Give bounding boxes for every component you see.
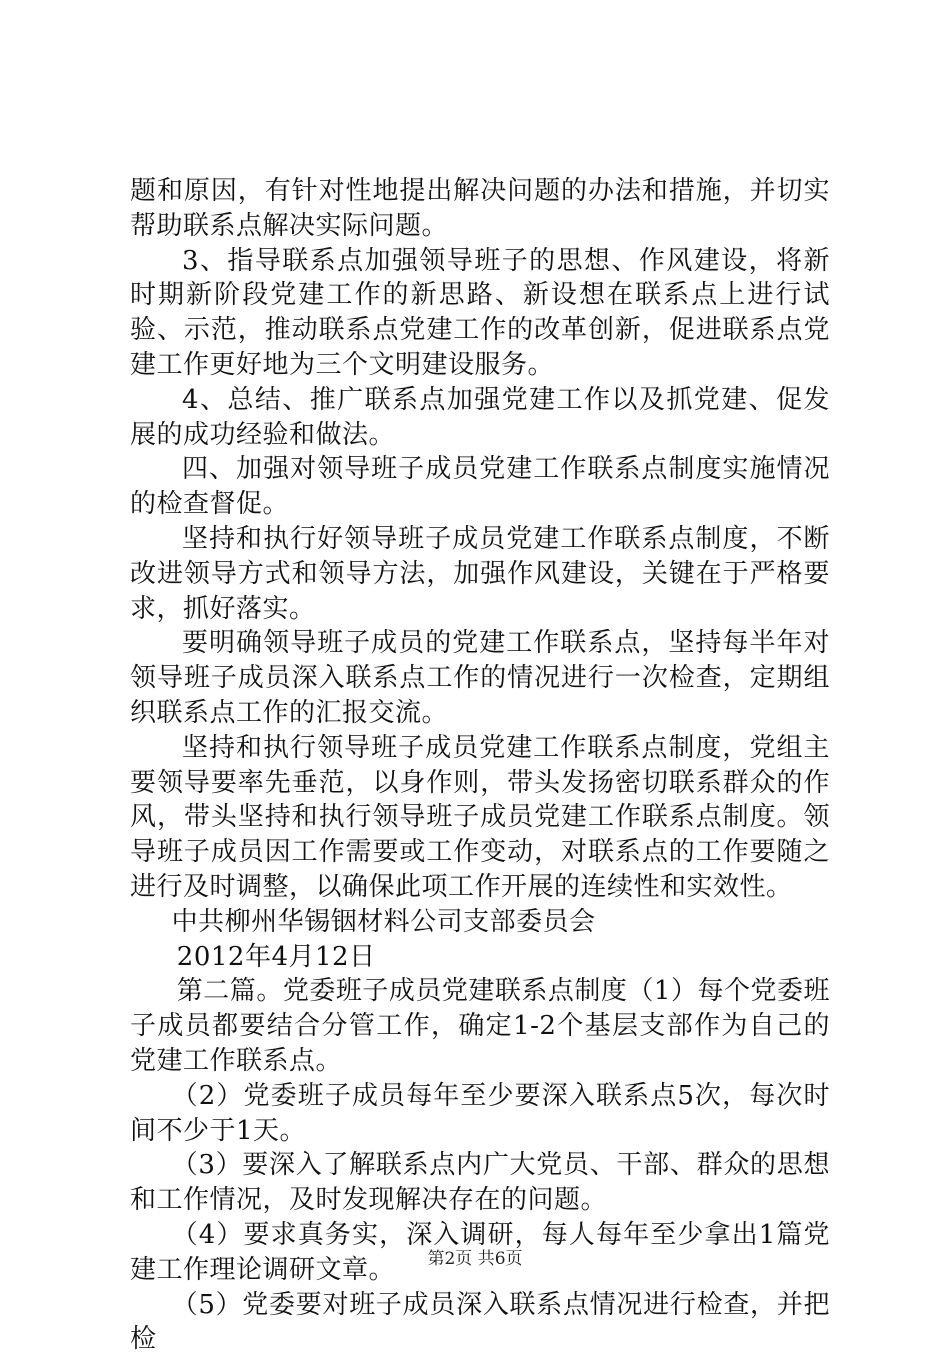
paragraph: 4、总结、推广联系点加强党建工作以及抓党建、促发展的成功经验和做法。 — [130, 383, 830, 453]
document-body — [130, 174, 830, 1357]
paragraph: 坚持和执行领导班子成员党建工作联系点制度，党组主要领导要率先垂范，以身作则，带头发扬密切联系群众的作风，带头坚持和执行领导班子成员党建工作联系点制度。领导班子成员因工作需要或工作变动，对联系点的工作要随之进行及时调整，以确保此项工作开展的连续性和实效性。 — [130, 731, 830, 905]
paragraph: （2）党委班子成员每年至少要深入联系点5次，每次时间不少于1天。 — [130, 1079, 830, 1149]
paragraph: （5）党委要对班子成员深入联系点情况进行检查，并把检 — [130, 1288, 830, 1357]
paragraph: 要明确领导班子成员的党建工作联系点，坚持每半年对领导班子成员深入联系点工作的情况进行一次检查，定期组织联系点工作的汇报交流。 — [130, 626, 830, 730]
paragraph: 3、指导联系点加强领导班子的思想、作风建设，将新时期新阶段党建工作的新思路、新设想在联系点上进行试验、示范，推动联系点党建工作的改革创新，促进联系点党建工作更好地为三个文明建设服务。 — [130, 244, 830, 383]
paragraph: 2012年4月12日 — [130, 940, 830, 975]
paragraph: 坚持和执行好领导班子成员党建工作联系点制度，不断改进领导方式和领导方法，加强作风建设，关键在于严格要求，抓好落实。 — [130, 522, 830, 626]
paragraph: （4）要求真务实，深入调研，每人每年至少拿出1篇党建工作理论调研文章。 — [130, 1218, 830, 1288]
paragraph: 中共柳州华锡铟材料公司支部委员会 — [130, 905, 830, 940]
paragraph: 题和原因，有针对性地提出解决问题的办法和措施，并切实帮助联系点解决实际问题。 — [130, 174, 830, 244]
page-footer: 第2页 共6页 — [0, 1244, 950, 1269]
paragraph: 四、加强对领导班子成员党建工作联系点制度实施情况的检查督促。 — [130, 452, 830, 522]
paragraph: 第二篇。党委班子成员党建联系点制度（1）每个党委班子成员都要结合分管工作，确定1-2个基层支部作为自己的党建工作联系点。 — [130, 974, 830, 1078]
paragraph: （3）要深入了解联系点内广大党员、干部、群众的思想和工作情况，及时发现解决存在的问题。 — [130, 1148, 830, 1218]
